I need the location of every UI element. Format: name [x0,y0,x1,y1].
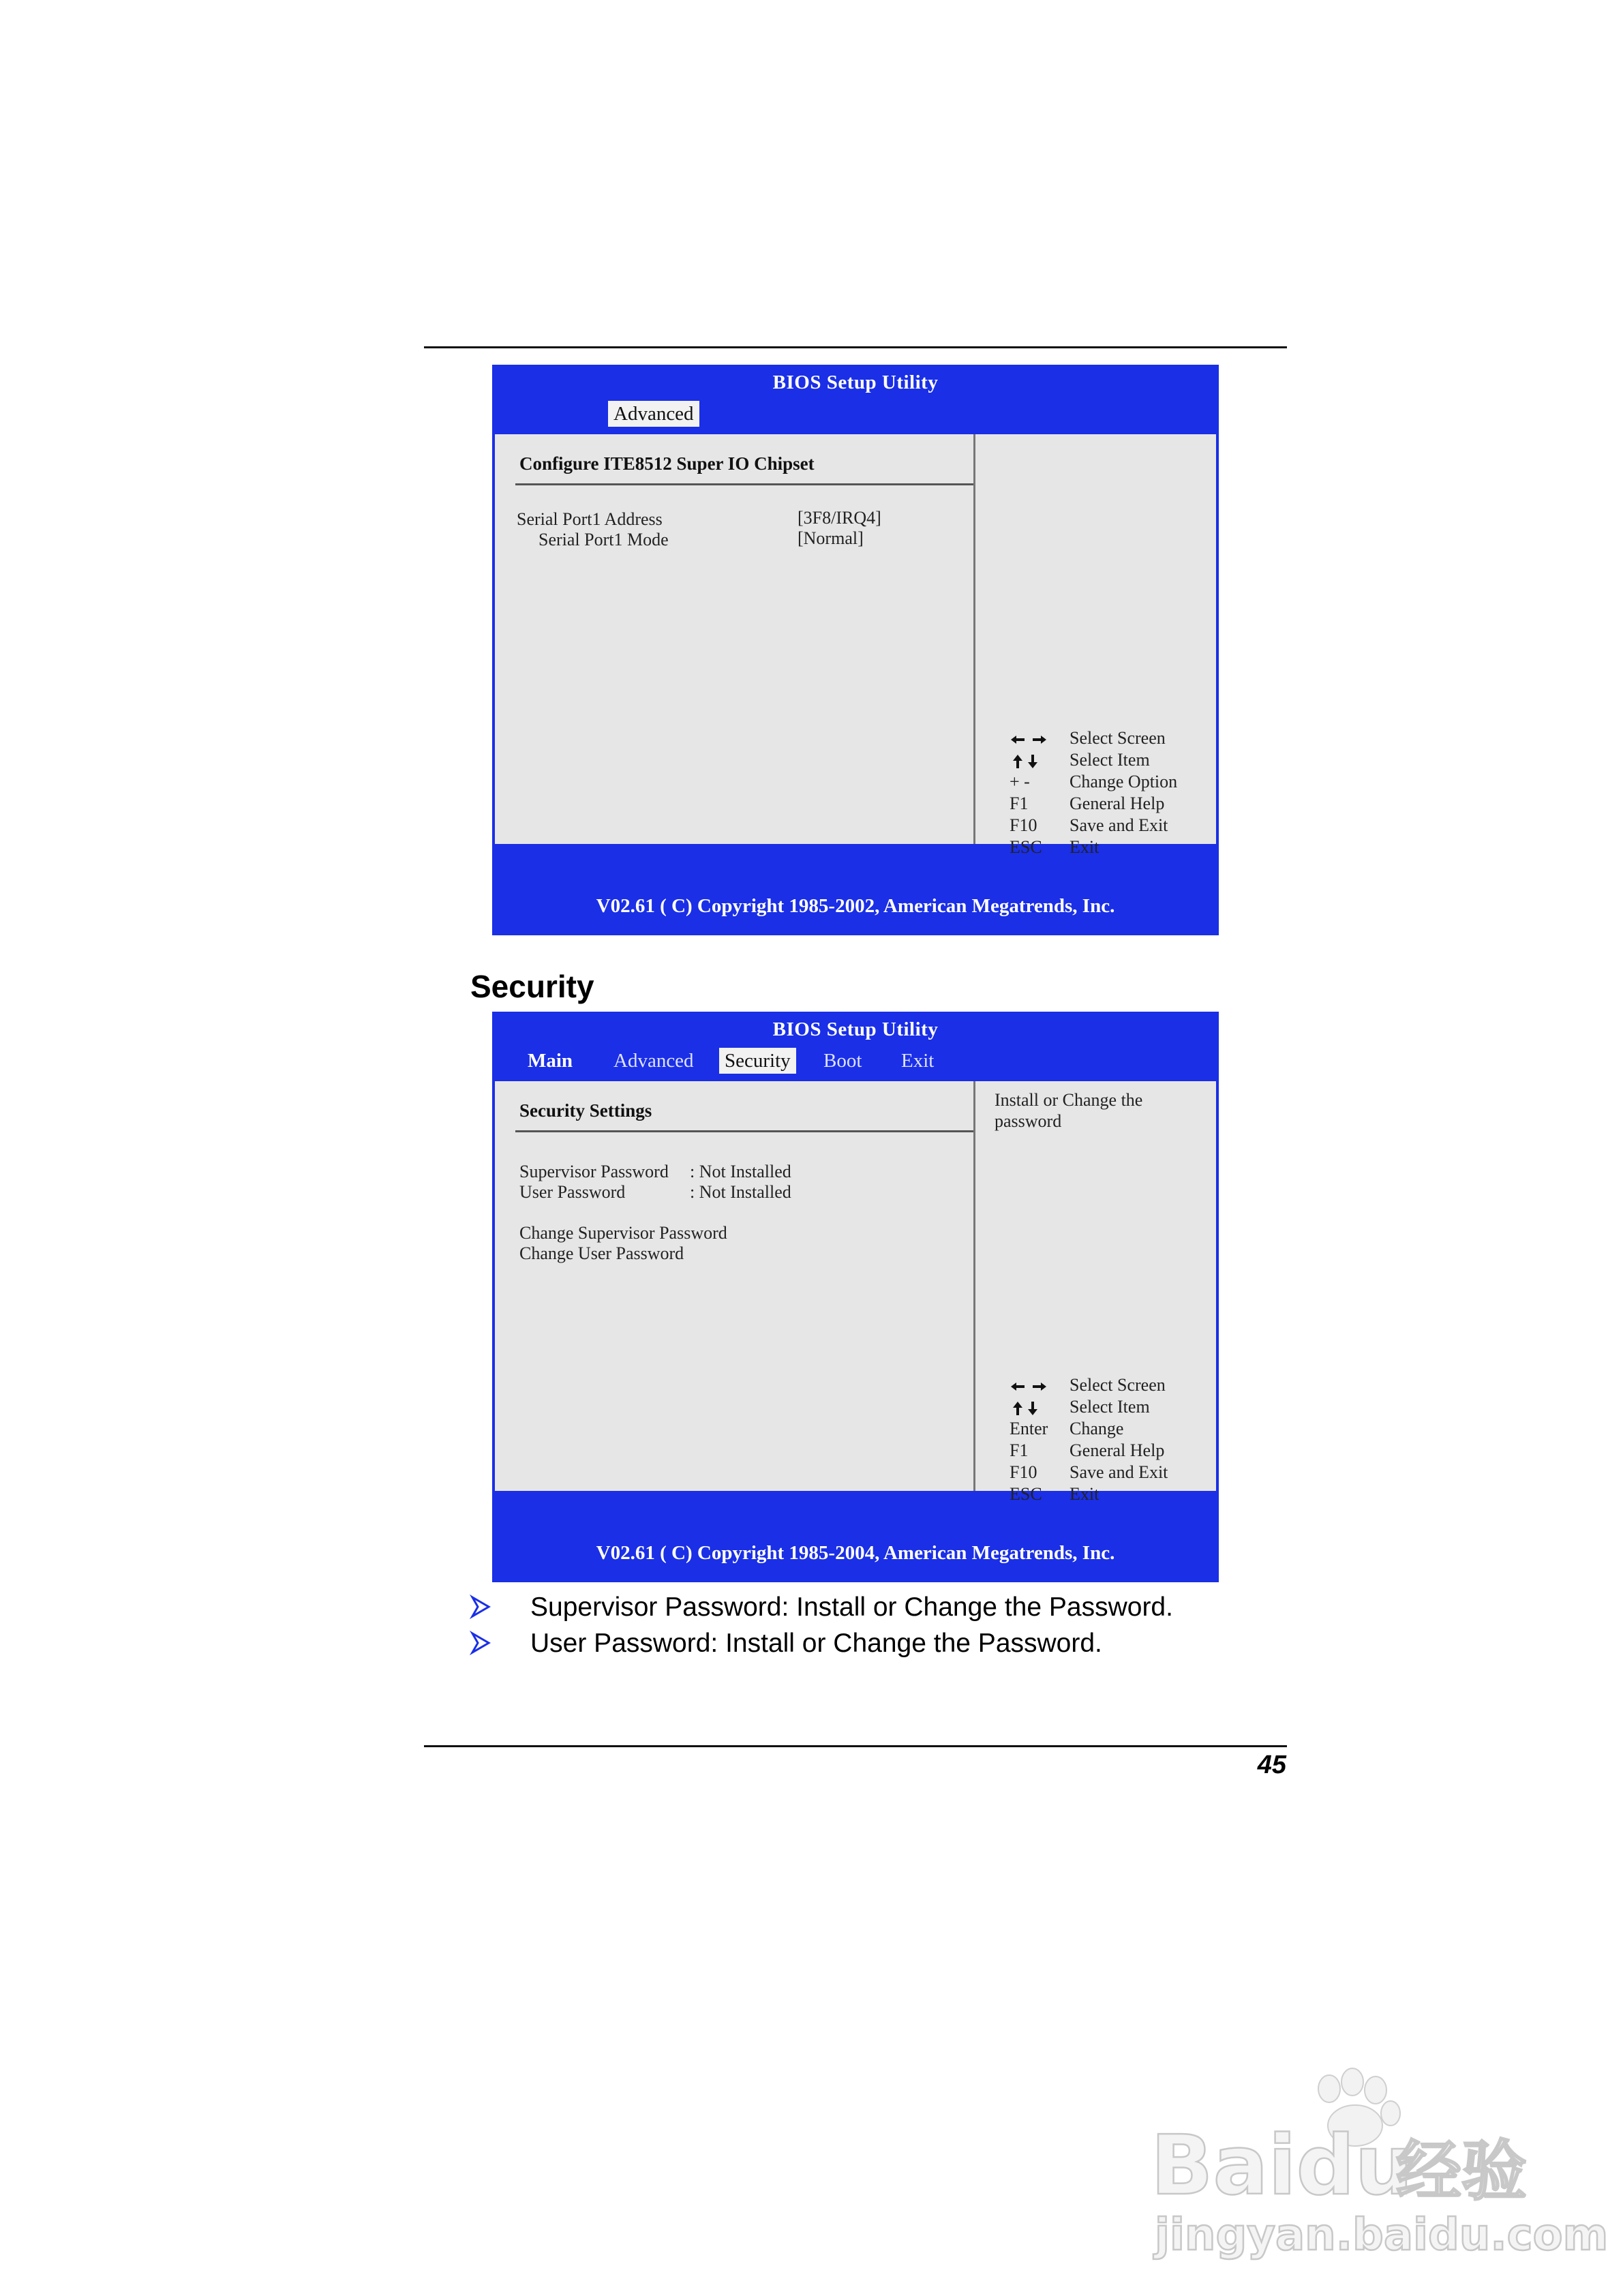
bios-tab-bar [492,1046,1219,1076]
user-password-status: : Not Installed [690,1182,791,1202]
bios-title: BIOS Setup Utility [772,372,939,393]
section-title: Security [470,969,594,1004]
top-rule [424,346,1287,348]
bios-heading: Security Settings [519,1100,652,1121]
bios-panel [495,434,1216,857]
watermark-cn: 经验 [1396,2133,1527,2209]
serial-port1-mode-label[interactable]: Serial Port1 Mode [539,530,669,549]
bottom-rule [424,1745,1287,1747]
left-right-arrows-icon [1010,728,1064,749]
supervisor-password-label: Supervisor Password [519,1162,669,1181]
bios-title: BIOS Setup Utility [772,1018,939,1040]
serial-port1-mode-value[interactable]: [Normal] [798,528,864,548]
arrow-bullet-icon [470,1630,491,1656]
tab-advanced[interactable]: Advanced [608,401,699,427]
up-down-arrows-icon [1010,1397,1064,1417]
bios-help-pane: Select Screen Select Item + - Change Option F1 General Help F10 Save and Exit ESC Exit [1010,728,1178,857]
arrow-bullet-icon [470,1594,491,1620]
bios-screen-advanced [492,365,1219,935]
bullet-text: User Password: Install or Change the Password. [530,1629,1102,1658]
watermark-url: jingyan.baidu.com [1155,2210,1609,2261]
tab-exit[interactable]: Exit [901,1050,935,1072]
left-right-arrows-icon [1010,1375,1064,1395]
help-text: Install or Change the password [995,1090,1143,1131]
baidu-watermark [1151,2064,1609,2269]
heading-divider [515,1130,973,1132]
change-supervisor-password-option[interactable]: Change Supervisor Password [519,1223,727,1243]
change-user-password-option[interactable]: Change User Password [519,1243,684,1263]
supervisor-password-status: : Not Installed [690,1162,791,1181]
bios-footer: V02.61 ( C) Copyright 1985-2002, American Megatrends, Inc. [596,895,1115,917]
user-password-label: User Password [519,1182,626,1202]
bios-screen-security [492,1012,1219,1582]
watermark-brand: Baidu [1151,2119,1413,2214]
tab-main[interactable]: Main [528,1050,573,1072]
up-down-arrows-icon [1010,750,1064,770]
serial-port1-address-label[interactable]: Serial Port1 Address [517,509,663,529]
serial-port1-address-value[interactable]: [3F8/IRQ4] [798,508,881,528]
bios-tab-bar [492,399,1219,429]
bios-left-pane [495,1081,975,1491]
tab-advanced[interactable]: Advanced [613,1050,694,1072]
tab-boot[interactable]: Boot [823,1050,862,1072]
bios-left-pane [495,434,975,844]
heading-divider [515,483,973,485]
bios-footer: V02.61 ( C) Copyright 1985-2004, American Megatrends, Inc. [596,1542,1115,1564]
bullet-text: Supervisor Password: Install or Change the Password. [530,1592,1173,1622]
tab-security[interactable]: Security [719,1048,796,1074]
bios-heading: Configure ITE8512 Super IO Chipset [519,453,815,474]
bios-panel [495,1081,1216,1504]
bios-help-pane: Install or Change the password Select Screen Select Item Enter Change F1 General Help F10 Save and Exit ESC Exit [975,1081,1216,1491]
page-number: 45 [1257,1751,1286,1779]
